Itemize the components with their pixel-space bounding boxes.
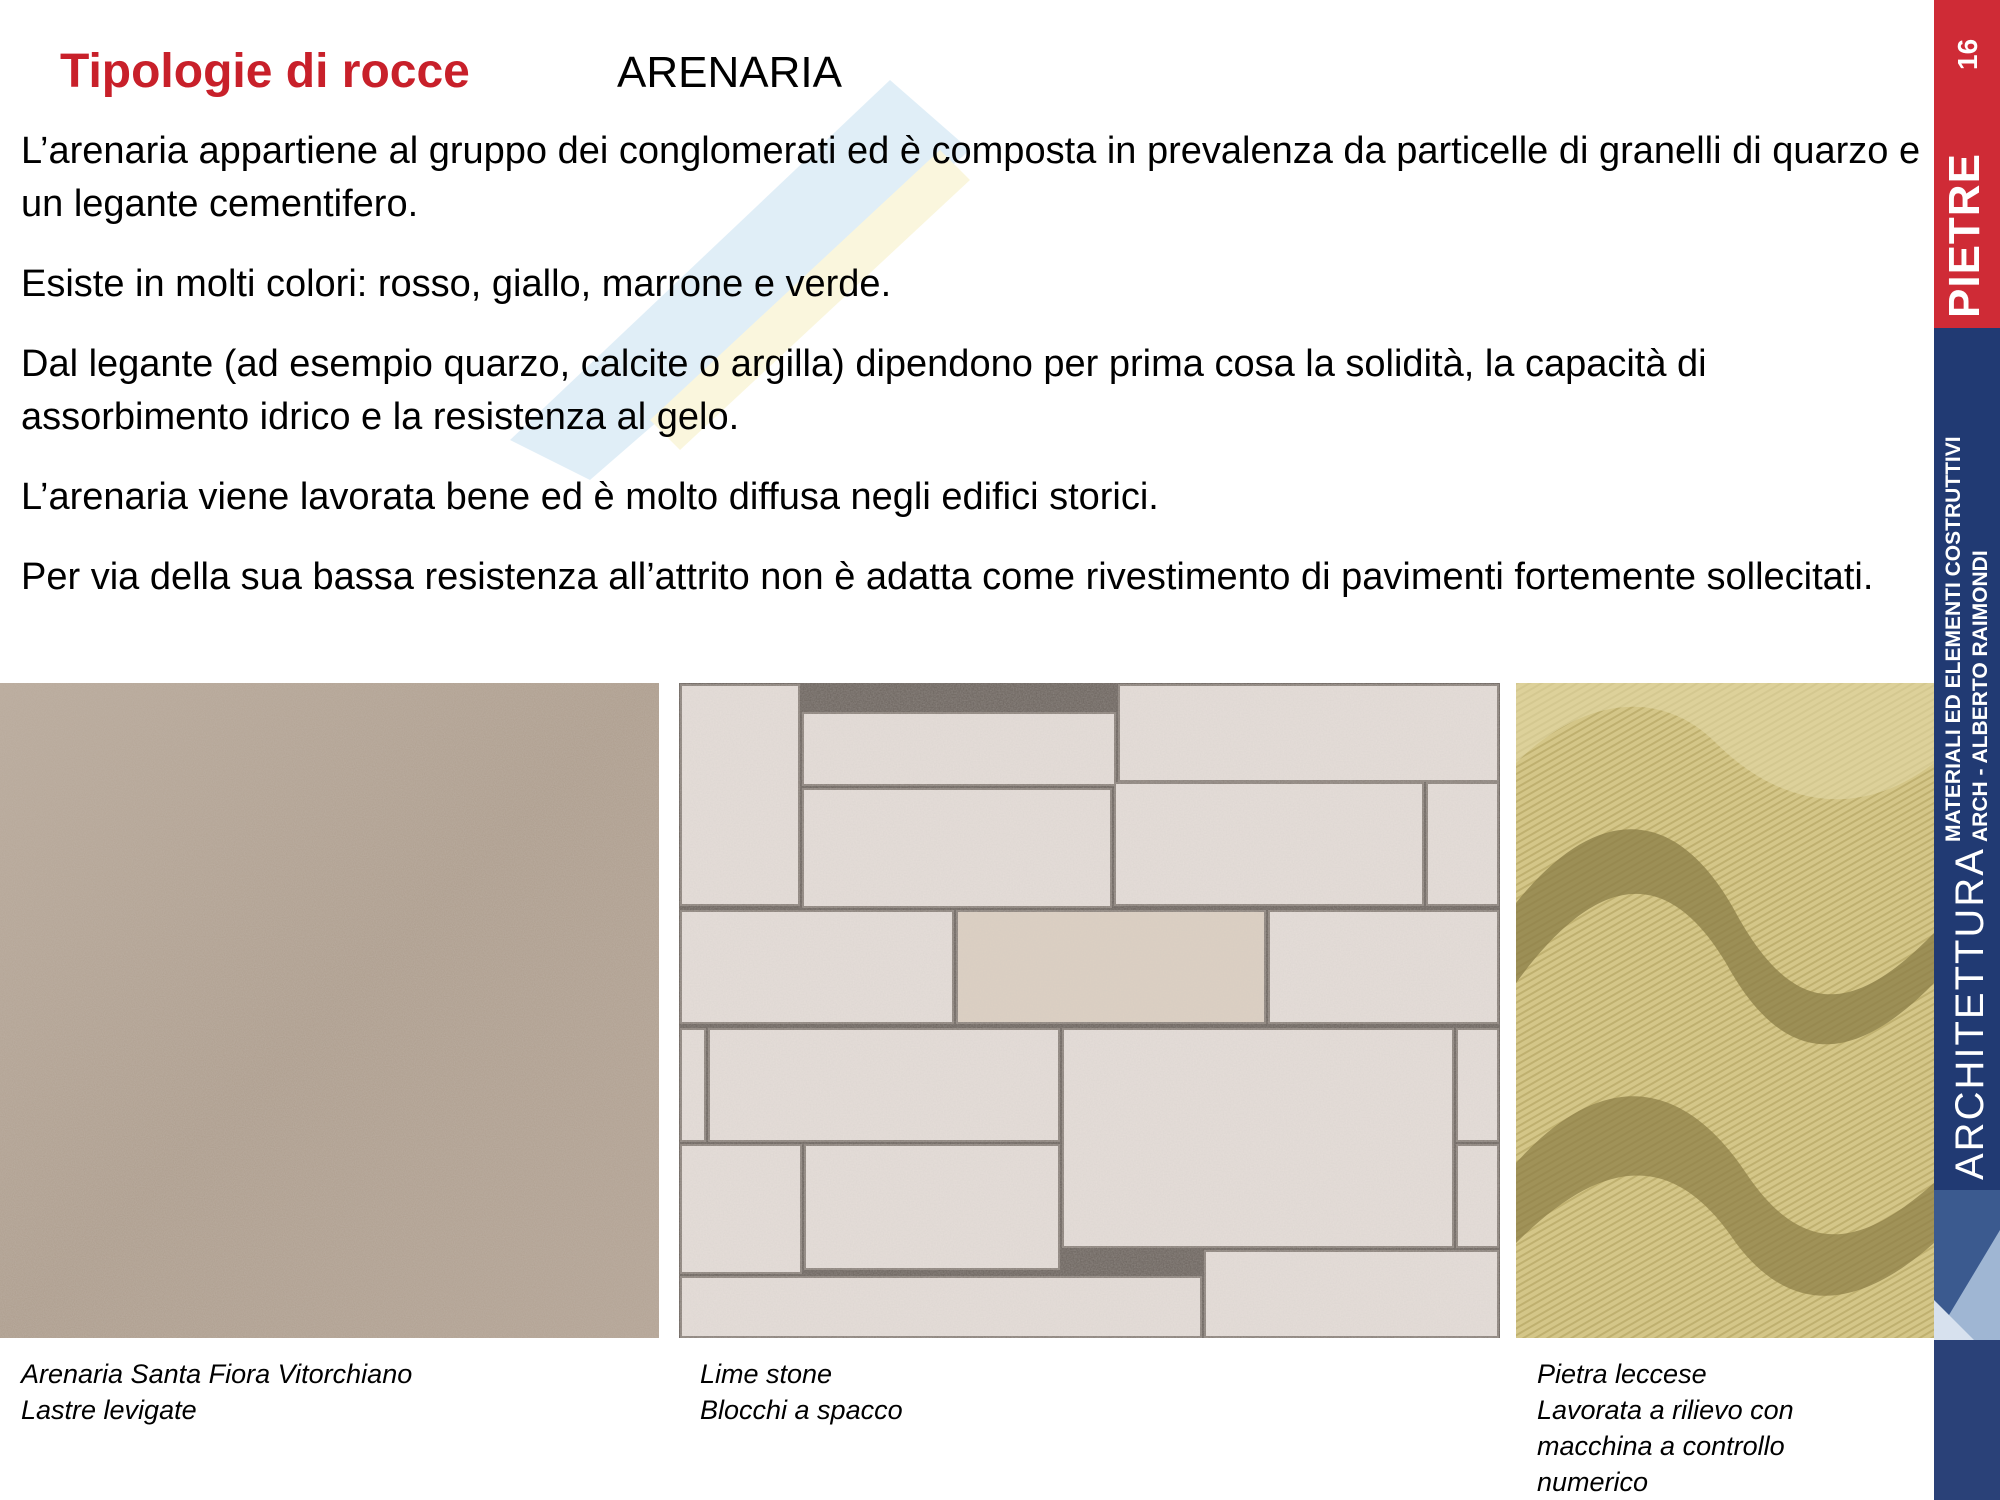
sidebar-photo [1934, 1190, 2000, 1340]
faculty-label: ARCHITETTURA [1948, 847, 1992, 1180]
paragraph-colors: Esiste in molti colori: rosso, giallo, marrone e verde. [21, 263, 892, 305]
caption-line: Lavorata a rilievo con [1537, 1395, 1794, 1425]
caption-line: Arenaria Santa Fiora Vitorchiano [21, 1359, 413, 1389]
caption-line: Pietra leccese [1537, 1359, 1707, 1389]
caption-line: Blocchi a spacco [700, 1395, 903, 1425]
sidebar [1934, 0, 2000, 1500]
paragraph-friction: Per via della sua bassa resistenza all’attrito non è adatta come rivestimento di pavimenti fortemente sollecitati. [21, 556, 1874, 598]
photo-pietra-leccese [1516, 683, 1934, 1338]
course-info [1940, 436, 1994, 842]
course-author: ARCH - ALBERTO RAIMONDI [1969, 550, 1992, 842]
university-logo [1934, 1340, 2000, 1500]
paragraph-binder: Dal legante (ad esempio quarzo, calcite o argilla) dipendono per prima cosa la solidità, la capacità di assorbimento idrico e la resistenza al gelo. [21, 343, 1707, 438]
paragraph-workability: L’arenaria viene lavorata bene ed è molto diffusa negli edifici storici. [21, 476, 1159, 518]
caption-arenaria [21, 1356, 412, 1428]
photo-lime-stone [679, 683, 1500, 1338]
page-number: 16 [1952, 38, 1983, 70]
caption-lime-stone [700, 1356, 903, 1428]
caption-line: macchina a controllo [1537, 1431, 1785, 1461]
caption-pietra-leccese [1537, 1356, 1794, 1500]
section-label: PIETRE [1940, 153, 1989, 318]
body-text [21, 125, 1921, 631]
caption-line: Lastre levigate [21, 1395, 197, 1425]
slide-title: Tipologie di rocce [60, 45, 470, 98]
paragraph-composition: L’arenaria appartiene al gruppo dei conglomerati ed è composta in prevalenza da particelle di granelli di quarzo e un legante cementifero. [21, 130, 1921, 225]
slide-subtitle: ARENARIA [617, 48, 842, 97]
caption-line: numerico [1537, 1467, 1649, 1497]
course-title: MATERIALI ED ELEMENTI COSTRUTTIVI [1942, 436, 1965, 842]
photo-arenaria [0, 683, 659, 1338]
caption-line: Lime stone [700, 1359, 833, 1389]
